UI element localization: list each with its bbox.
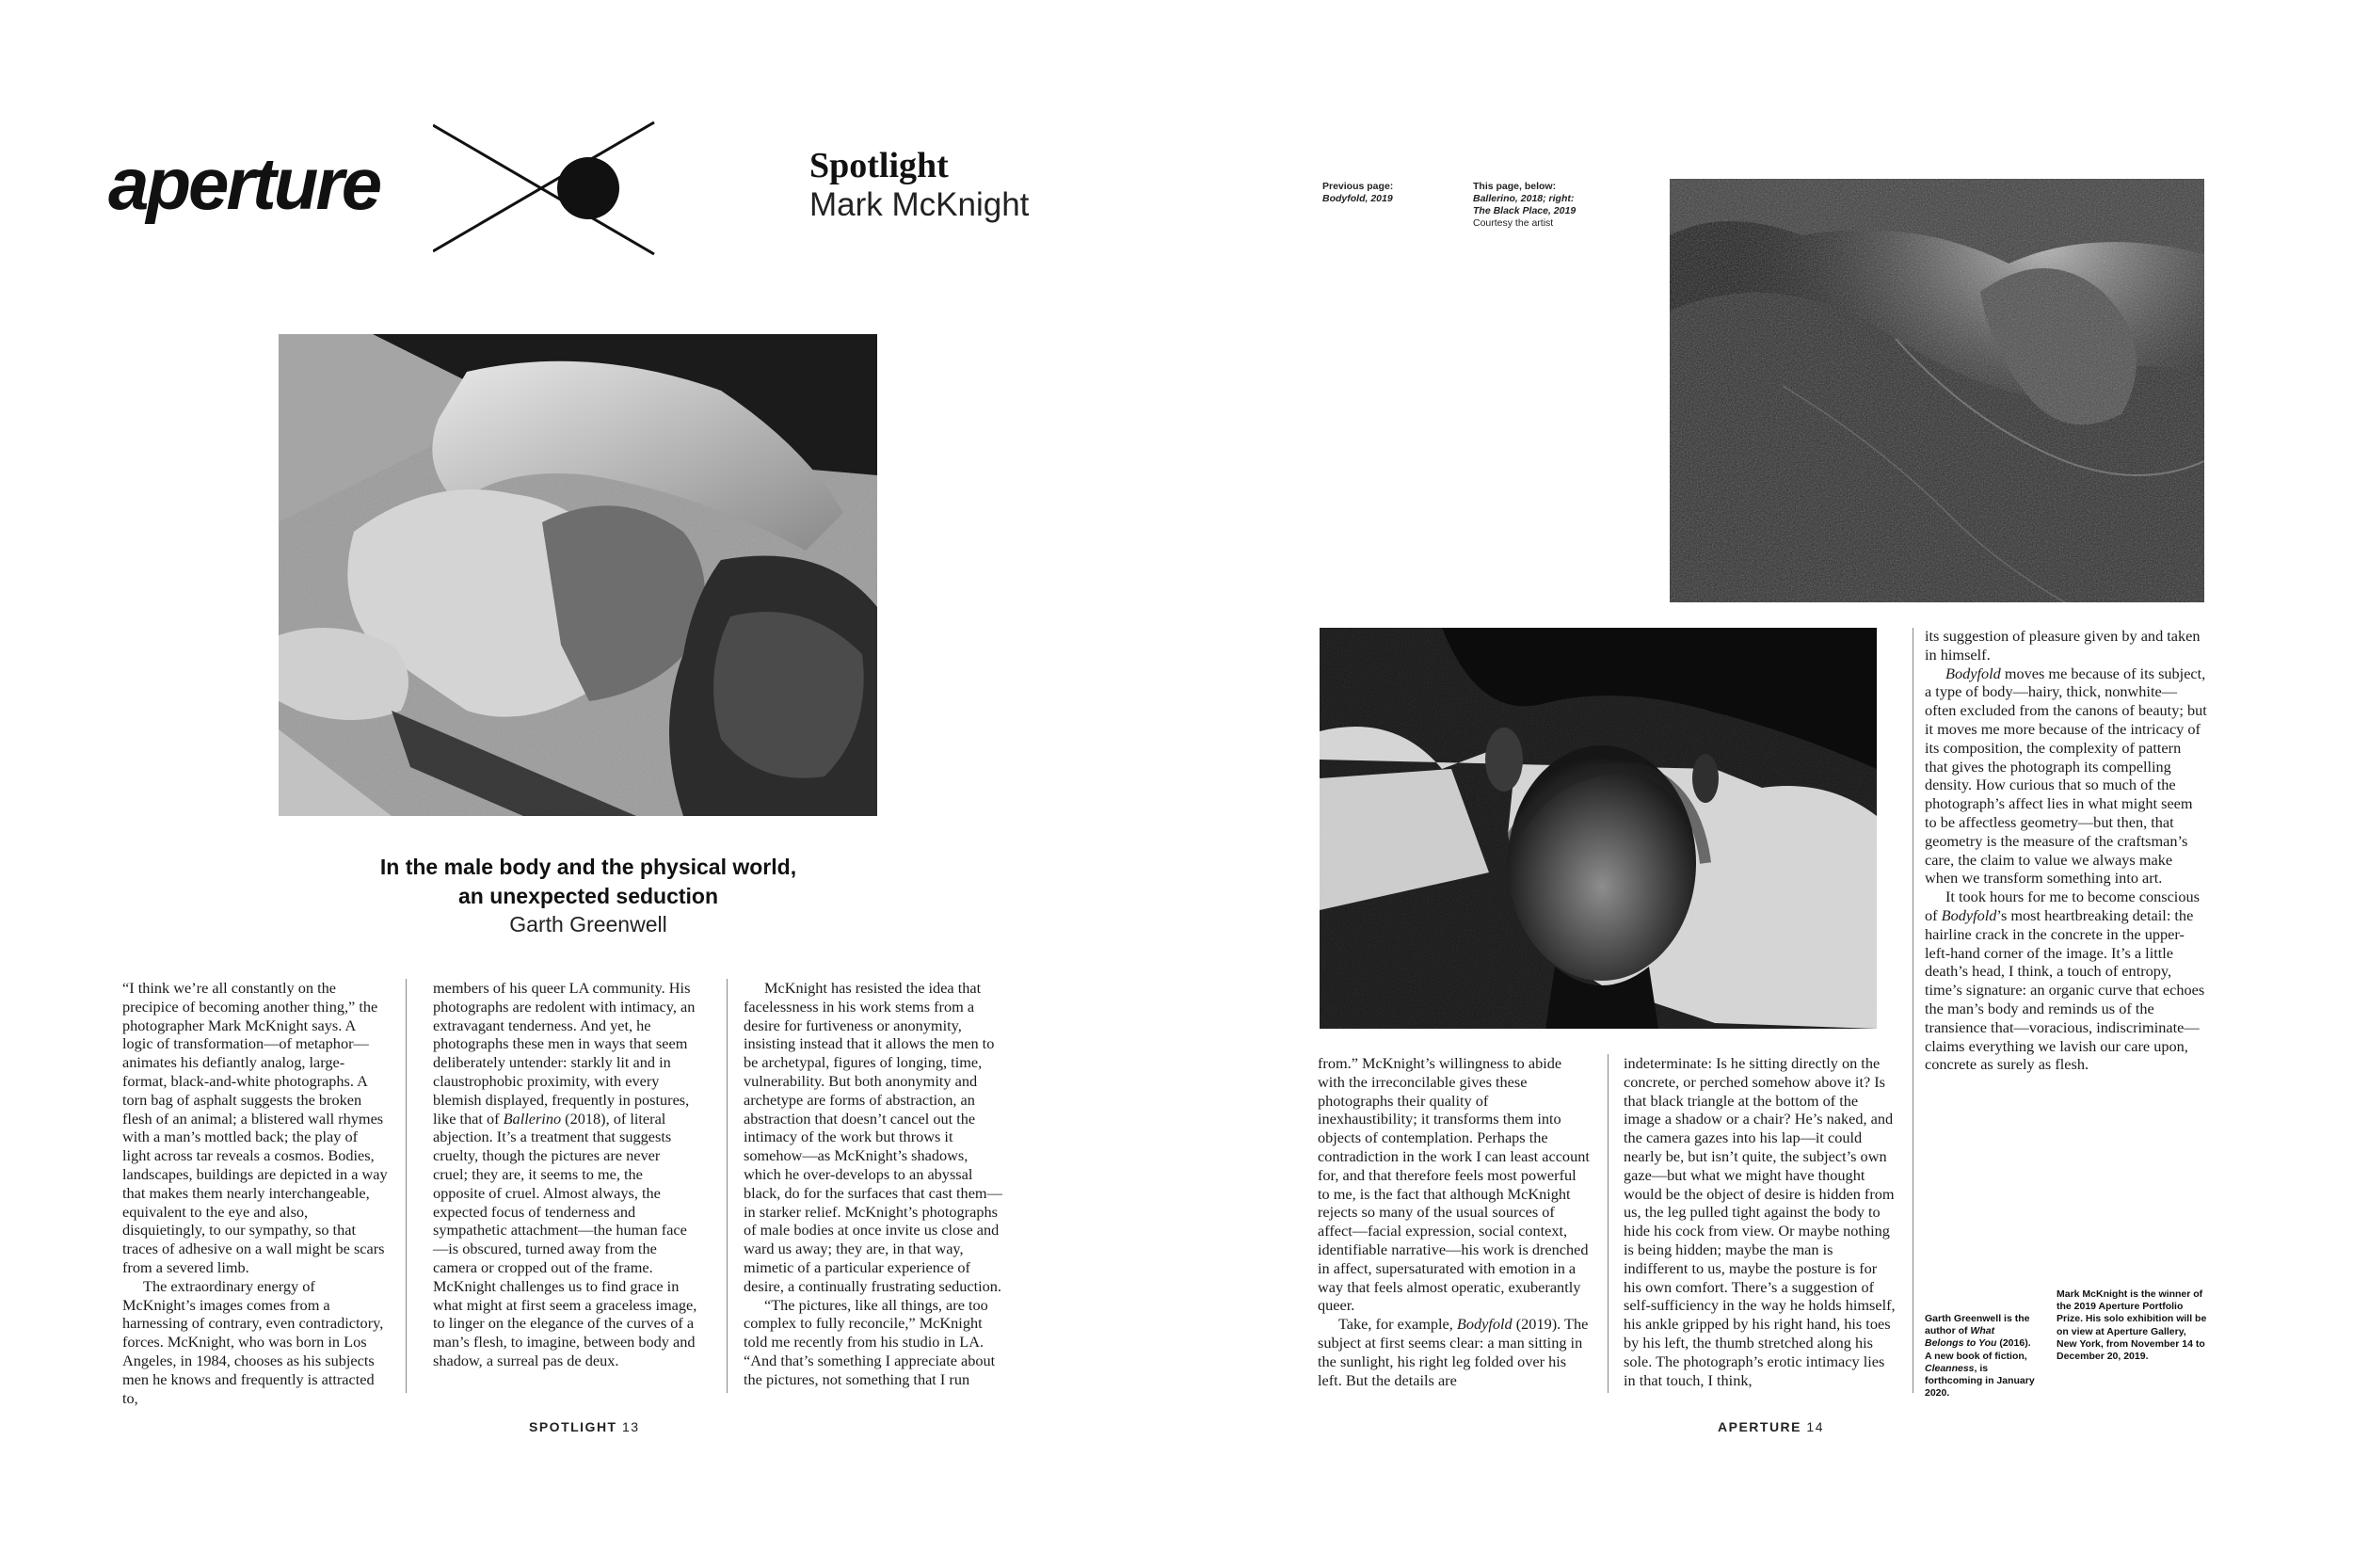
section-title: Spotlight (809, 146, 949, 185)
aperture-crossed-lines-circle-icon (433, 118, 668, 259)
caption-previous-page (1322, 181, 1426, 205)
caption-this-page (1473, 181, 1595, 230)
artist-bio: Mark McKnight is the winner of the 2019 Aperture Portfolio Prize. His solo exhibition will be on view at Aperture Gallery, New York, from November 14 to December 20, 2019. (2057, 1288, 2207, 1363)
paragraph: “The pictures, like all things, are too complex to fully reconcile,” McKnight told me recently from his studio in LA. “And that’s something I appreciate about the pictures, not something that I run (744, 1295, 996, 1388)
paragraph: It took hours for me to become conscious of Bodyfold’s most heartbreaking detail: the hairline crack in the concrete in the upper-left-hand corner of the image. It’s a little death’s head, I think, a touch of entropy, time’s signature: an organic curve that echoes the man’s body and reminds us of the transience that—voracious, indiscriminate—claims everything we lavish our care upon, concrete as surely as flesh. (1925, 888, 2205, 1074)
caption-work: Bodyfold, 2019 (1322, 193, 1393, 204)
article-column-4 (1318, 1054, 1591, 1389)
author-bio: Garth Greenwell is the author of What Belongs to You (2016). A new book of fiction, Cleanness, is forthcoming in January 2020. (1925, 1313, 2035, 1400)
article-column-2 (433, 979, 698, 1370)
paragraph: Bodyfold moves me because of its subject, a type of body—hairy, thick, nonwhite—often excluded from the canons of beauty; but it moves me more because of the intricacy of its composition, the complexity of pattern that gives the photograph its compelling density. How curious that so much of the photograph’s affect lies in what might seem to be affectless geometry—but then, that geometry is the measure of the craftsman’s care, the claim to value we always make when we transform something into art. (1925, 664, 2207, 888)
paragraph: members of his queer LA community. His photographs are redolent with intimacy, an extravagant tenderness. And yet, he photographs these men in ways that seem deliberately untender: starkly lit and in claustrophobic proximity, with every blemish displayed, frequently in postures, like that of Ballerino (2018), of literal abjection. It’s a treatment that suggests cruelty, though the pictures are never cruel; they are, it seems to me, the opposite of cruel. Almost always, the expected focus of tenderness and sympathetic attachment—the human face—is obscured, turned away from the camera or cropped out of the frame. McKnight challenges us to find grace in what might at first seem a graceless image, to linger on the elegance of the curves of a man’s flesh, to imagine, between body and shadow, a surreal pas de deux. (433, 979, 697, 1369)
caption-work: Ballerino, 2018; right: (1473, 193, 1575, 204)
paragraph: its suggestion of pleasure given by and taken in himself. (1925, 627, 2201, 664)
paragraph: The extraordinary energy of McKnight’s images comes from a harnessing of contrary, even contradictory, forces. McKnight, who was born in Los Angeles, in 1984, chooses as his subjects men he knows and frequently is attracted to, (122, 1276, 384, 1407)
page-folio-right (1718, 1419, 1824, 1434)
the-black-place-photograph (1670, 179, 2204, 602)
column-divider (406, 979, 407, 1393)
article-column-6 (1925, 627, 2207, 1074)
folio-label: APERTURE (1718, 1419, 1802, 1434)
artist-name: Mark McKnight (809, 186, 1030, 223)
article-headline (282, 853, 894, 911)
aperture-logo-wordmark: aperture (108, 142, 380, 225)
caption-label: This page, below: (1473, 181, 1557, 192)
folio-label: SPOTLIGHT (529, 1419, 617, 1434)
caption-credit: Courtesy the artist (1473, 217, 1554, 229)
paragraph: Take, for example, Bodyfold (2019). The subject at first seems clear: a man sitting in the sunlight, his right leg folded over his left. But the details are (1318, 1315, 1589, 1389)
headline-line-1: In the male body and the physical world, (379, 855, 797, 879)
paragraph: from.” McKnight’s willingness to abide with the irreconcilable gives these photographs their quality of inexhaustibility; it transforms them into objects of contemplation. Perhaps the contradiction in the work I can least account for, and that therefore feels most powerful to me, is the fact that although McKnight rejects so many of the usual sources of affect—facial expression, social context, identifiable narrative—his work is drenched in affect, supersaturated with emotion in a way that feels almost operatic, exuberantly queer. (1318, 1054, 1590, 1315)
folio-number: 13 (622, 1419, 640, 1434)
bodyfold-photograph (279, 334, 877, 816)
page-folio-left (529, 1419, 640, 1434)
paragraph: “I think we’re all constantly on the precipice of becoming another thing,” the photographer Mark McKnight says. A logic of transformation—of metaphor—animates his defiantly analog, large-format, black-and-white photographs. A torn bag of asphalt suggests the broken flesh of an animal; a blistered wall rhymes with a man’s mottled back; the play of light across tar reveals a cosmos. Bodies, landscapes, buildings are depicted in a way that makes them nearly interchangeable, equivalent to the eye and also, disquietingly, to our sympathy, so that traces of adhesive on a wall might be scars from a severed limb. (122, 979, 388, 1276)
article-column-5 (1624, 1054, 1897, 1389)
column-divider (1608, 1054, 1609, 1393)
caption-work: The Black Place, 2019 (1473, 205, 1577, 216)
paragraph: indeterminate: Is he sitting directly on the concrete, or perched somehow above it? Is that black triangle at the bottom of the image a shadow or a chair? He’s naked, and the camera gazes into his lap—it could nearly be, but isn’t quite, the subject’s own gaze—but what we might have thought would be the object of desire is hidden from us, the leg pulled tight against the body to hide his cock from view. Or maybe nothing is being hidden; maybe the man is indifferent to us, maybe the posture is for his own comfort. There’s a suggestion of self-sufficiency in the way he holds himself, his ankle gripped by his right hand, his toes by his left, the thumb stretched along his sole. The photograph’s erotic intimacy lies in that touch, I think, (1624, 1054, 1896, 1389)
article-column-1 (122, 979, 388, 1407)
headline-line-2: an unexpected seduction (457, 884, 719, 908)
folio-number: 14 (1806, 1419, 1824, 1434)
author-byline: Garth Greenwell (509, 912, 667, 936)
column-divider (727, 979, 728, 1393)
caption-label: Previous page: (1322, 181, 1394, 192)
article-column-3 (744, 979, 1009, 1389)
ballerino-photograph (1320, 628, 1877, 1029)
paragraph: McKnight has resisted the idea that facelessness in his work stems from a desire for furtiveness or anonymity, insisting instead that it allows the men to be archetypal, figures of longing, time, vulnerability. But both anonymity and archetype are forms of abstraction, an abstraction that doesn’t cancel out the intimacy of the work but throws it somehow—as McKnight’s shadows, which he over-develops to an abyssal black, do for the surfaces that cast them—in starker relief. McKnight’s photographs of male bodies at once invite us close and ward us away; they are, in that way, mimetic of a particular experience of desire, a continually frustrating seduction. (744, 979, 1002, 1295)
